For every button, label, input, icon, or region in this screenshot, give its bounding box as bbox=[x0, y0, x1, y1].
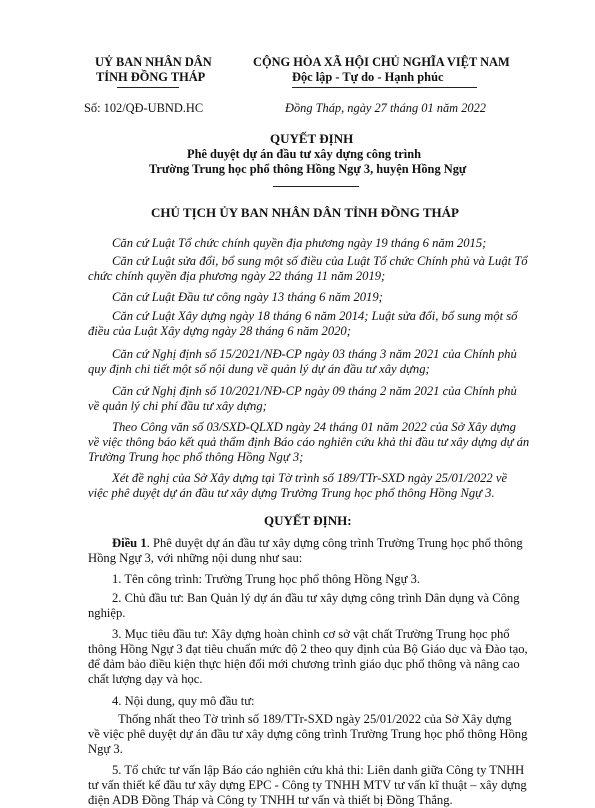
item-line: nghiệp. bbox=[88, 606, 126, 620]
preamble-line: quy định chi tiết một số nội dung về quản lý dự án đầu tư xây dựng; bbox=[88, 362, 430, 376]
preamble-line: Căn cứ Nghị định số 10/2021/NĐ-CP ngày 09 tháng 2 năm 2021 của Chính phủ bbox=[112, 384, 517, 398]
document-type: QUYẾT ĐỊNH bbox=[270, 131, 354, 146]
item-line: 4. Nội dung, quy mô đầu tư: bbox=[112, 694, 255, 708]
preamble-line: chức chính quyền địa phương ngày 22 tháng 11 năm 2019; bbox=[88, 269, 386, 283]
issuing-authority: CHỦ TỊCH ỦY BAN NHÂN DÂN TỈNH ĐỒNG THÁP bbox=[151, 205, 459, 220]
item-line: 1. Tên công trình: Trường Trung học phổ thông Hồng Ngự 3. bbox=[112, 572, 421, 586]
subject-line-1: Phê duyệt dự án đầu tư xây dựng công trình bbox=[187, 147, 422, 161]
item-line: để đảm bảo điều kiện thực hiện đổi mới chương trình giáo dục phổ thông và nâng cao bbox=[88, 657, 520, 671]
item-line: Ngự 3. bbox=[88, 742, 123, 756]
preamble-line: về việc thông báo kết quả thẩm định Báo cáo nghiên cứu khả thi đầu tư xây dựng dự án bbox=[88, 435, 530, 449]
agency-underline bbox=[117, 87, 179, 88]
item-line: thông Hồng Ngự 3 đạt tiêu chuẩn mức độ 2 theo quy định của Bộ Giáo dục và Đào tạo, bbox=[88, 642, 528, 656]
preamble-line: Căn cứ Luật sửa đổi, bổ sung một số điều của Luật Tổ chức Chính phủ và Luật Tổ bbox=[112, 254, 528, 268]
agency-name: UỶ BAN NHÂN DÂN bbox=[95, 55, 212, 69]
item-line: 2. Chủ đầu tư: Ban Quản lý dự án đầu tư xây dựng công trình Dân dụng và Công bbox=[112, 591, 520, 605]
article-label: Điều 1 bbox=[112, 536, 147, 550]
article-1 bbox=[88, 536, 538, 566]
article-item bbox=[88, 627, 538, 687]
article-item bbox=[88, 572, 538, 587]
national-motto: Độc lập - Tự do - Hạnh phúc bbox=[292, 70, 444, 84]
article-item bbox=[88, 712, 538, 757]
item-line: 5. Tổ chức tư vấn lập Báo cáo nghiên cứu khả thi: Liên danh giữa Công ty TNHH bbox=[112, 763, 525, 777]
preamble-line: Căn cứ Luật Xây dựng ngày 18 tháng 6 năm 2014; Luật sửa đổi, bổ sung một số bbox=[112, 309, 518, 323]
item-line: chất lượng dạy và học. bbox=[88, 672, 203, 686]
motto-underline bbox=[292, 87, 477, 88]
preamble-line: Xét đề nghị của Sở Xây dựng tại Tờ trình số 189/TTr-SXD ngày 25/01/2022 về bbox=[112, 471, 508, 485]
agency-province: TỈNH ĐỒNG THÁP bbox=[96, 70, 206, 84]
preamble-line: Trường Trung học phổ thông Hồng Ngự 3; bbox=[88, 450, 304, 464]
preamble-line: Căn cứ Luật Đầu tư công ngày 13 tháng 6 năm 2019; bbox=[112, 290, 383, 304]
preamble-item bbox=[88, 309, 538, 339]
preamble-item bbox=[88, 290, 538, 305]
preamble-line: Theo Công văn số 03/SXD-QLXD ngày 24 tháng 01 năm 2022 của Sở Xây dựng bbox=[112, 420, 516, 434]
preamble-line: việc phê duyệt dự án đầu tư xây dựng Trường Trung học phổ thông Hồng Ngự 3. bbox=[88, 486, 495, 500]
item-line: 3. Mục tiêu đầu tư: Xây dựng hoàn chỉnh cơ sở vật chất Trường Trung học phổ bbox=[112, 627, 510, 641]
preamble-item bbox=[88, 347, 538, 377]
item-line: điện ADB Đồng Tháp và Công ty TNHH tư vấn và thiết bị Đồng Thắng. bbox=[88, 793, 453, 807]
preamble-item bbox=[88, 471, 538, 501]
preamble-line: điều của Luật Xây dựng ngày 28 tháng 6 năm 2020; bbox=[88, 324, 351, 338]
article-line: Hồng Ngự 3, với những nội dung như sau: bbox=[88, 551, 303, 565]
article-item bbox=[88, 763, 538, 808]
item-line: về việc phê duyệt dự án đầu tư xây dựng công trình Trường Trung học phổ thông Hồng bbox=[88, 727, 528, 741]
item-line: tư vấn thiết kế đầu tư xây dựng EPC - Công ty TNHH MTV tư vấn kĩ thuật – xây dựng bbox=[88, 778, 527, 792]
preamble-item bbox=[88, 420, 538, 465]
preamble-item bbox=[88, 236, 538, 251]
article-item bbox=[88, 591, 538, 621]
subject-line-2: Trường Trung học phổ thông Hồng Ngự 3, huyện Hồng Ngự bbox=[149, 162, 467, 176]
national-title: CỘNG HÒA XÃ HỘI CHỦ NGHĨA VIỆT NAM bbox=[253, 55, 510, 69]
article-item bbox=[88, 694, 538, 709]
document-date: Đồng Tháp, ngày 27 tháng 01 năm 2022 bbox=[285, 101, 487, 115]
article-text: . Phê duyệt dự án đầu tư xây dựng công trình Trường Trung học phổ thông bbox=[146, 536, 523, 550]
preamble-item bbox=[88, 384, 538, 414]
decision-heading: QUYẾT ĐỊNH: bbox=[264, 513, 352, 528]
preamble-line: Căn cứ Nghị định số 15/2021/NĐ-CP ngày 03 tháng 3 năm 2021 của Chính phủ bbox=[112, 347, 517, 361]
preamble-item bbox=[88, 254, 538, 284]
preamble-line: Căn cứ Luật Tổ chức chính quyền địa phương ngày 19 tháng 6 năm 2015; bbox=[112, 236, 487, 250]
subject-underline bbox=[273, 186, 359, 187]
item-line: Thống nhất theo Tờ trình số 189/TTr-SXD ngày 25/01/2022 của Sở Xây dựng bbox=[118, 712, 512, 726]
document-number: Số: 102/QĐ-UBND.HC bbox=[84, 101, 204, 115]
preamble-line: về quản lý chi phí đầu tư xây dựng; bbox=[88, 399, 267, 413]
